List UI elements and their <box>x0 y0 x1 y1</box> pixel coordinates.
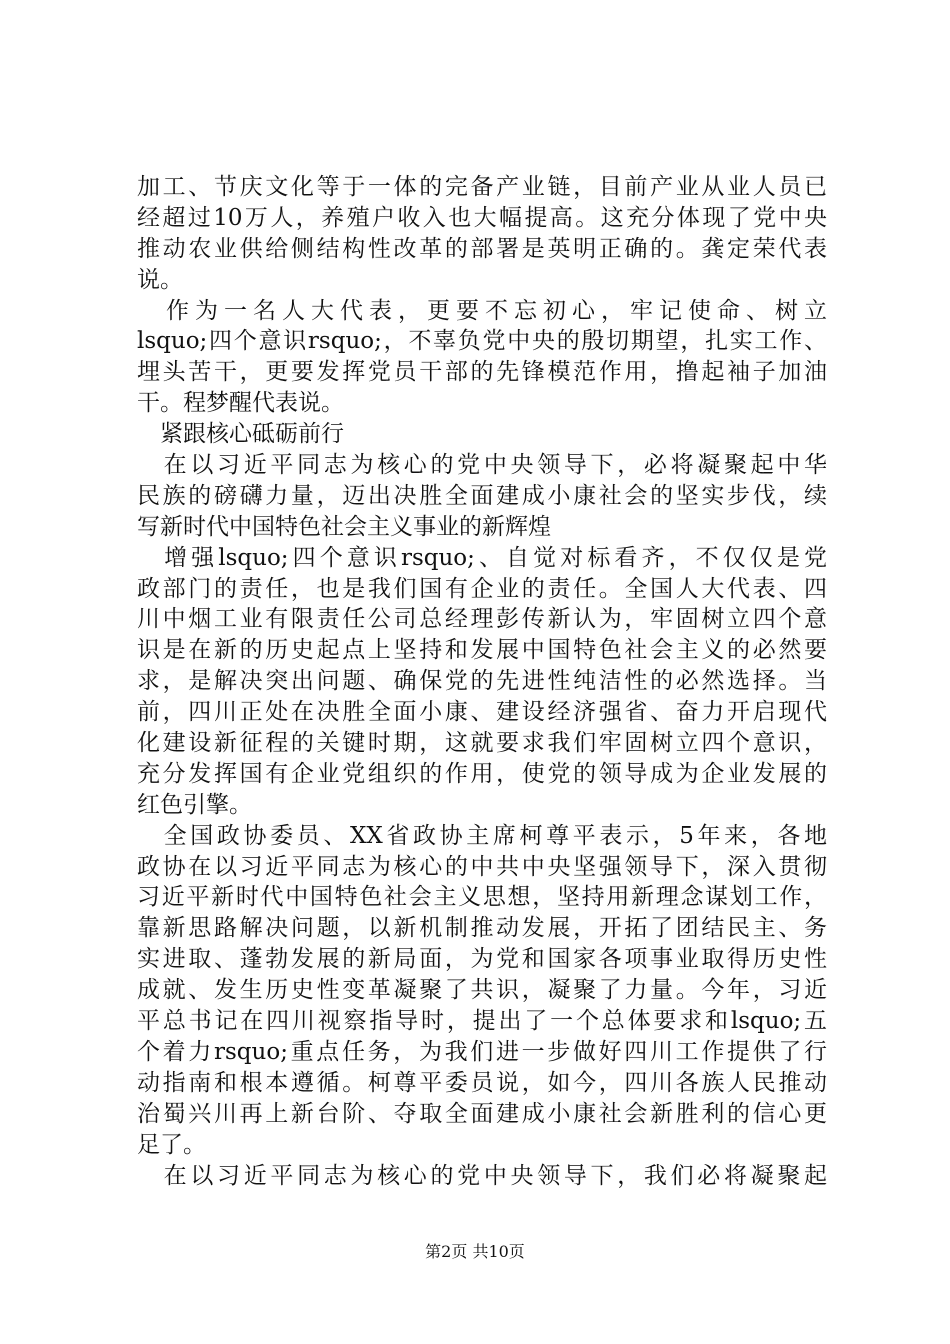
text-line: 在以习近平同志为核心的党中央领导下，我们必将凝聚起 <box>137 1162 827 1189</box>
text-line: 作为一名人大代表，更要不忘初心，牢记使命、树立 <box>137 297 827 324</box>
text-line: 写新时代中国特色社会主义事业的新辉煌 <box>137 513 551 540</box>
text-line: 化建设新征程的关键时期，这就要求我们牢固树立四个意识， <box>137 730 827 757</box>
page-number-footer: 第2页 共10页 <box>425 1242 525 1261</box>
text-line: 治蜀兴川再上新台阶、夺取全面建成小康社会新胜利的信心更 <box>137 1100 827 1127</box>
text-line: 政部门的责任，也是我们国有企业的责任。全国人大代表、四 <box>137 575 827 602</box>
text-line: 成就、发生历史性变革凝聚了共识，凝聚了力量。今年，习近 <box>137 977 827 1004</box>
text-line: 动指南和根本遵循。柯尊平委员说，如今，四川各族人民推动 <box>137 1069 827 1096</box>
text-line: 求，是解决突出问题、确保党的先进性纯洁性的必然选择。当 <box>137 668 827 695</box>
text-line: 增强lsquo;四个意识rsquo;、自觉对标看齐，不仅仅是党 <box>137 544 827 571</box>
article-body <box>137 172 827 1191</box>
text-line: 民族的磅礴力量，迈出决胜全面建成小康社会的坚实步伐，续 <box>137 482 827 509</box>
text-line: 川中烟工业有限责任公司总经理彭传新认为，牢固树立四个意 <box>137 606 827 633</box>
text-line: 平总书记在四川视察指导时，提出了一个总体要求和lsquo;五 <box>137 1008 827 1035</box>
text-line: 红色引擎。 <box>137 791 252 818</box>
text-line: 足了。 <box>137 1131 206 1158</box>
text-line: 充分发挥国有企业党组织的作用，使党的领导成为企业发展的 <box>137 760 827 787</box>
text-line: 靠新思路解决问题，以新机制推动发展，开拓了团结民主、务 <box>137 915 827 942</box>
text-line: 实进取、蓬勃发展的新局面，为党和国家各项事业取得历史性 <box>137 946 827 973</box>
text-line: 个着力rsquo;重点任务，为我们进一步做好四川工作提供了行 <box>137 1038 827 1065</box>
text-line: 习近平新时代中国特色社会主义思想，坚持用新理念谋划工作， <box>137 884 827 911</box>
text-line: 前，四川正处在决胜全面小康、建设经济强省、奋力开启现代 <box>137 699 827 726</box>
text-line: 政协在以习近平同志为核心的中共中央坚强领导下，深入贯彻 <box>137 853 827 880</box>
text-line: 说。 <box>137 266 183 293</box>
text-line: 干。程梦醒代表说。 <box>137 390 344 417</box>
text-line: 经超过10万人，养殖户收入也大幅提高。这充分体现了党中央 <box>137 204 827 231</box>
text-line: 加工、节庆文化等于一体的完备产业链，目前产业从业人员已 <box>137 174 827 200</box>
text-line: 埋头苦干，更要发挥党员干部的先锋模范作用，撸起袖子加油 <box>137 359 827 386</box>
text-line: 紧跟核心砥砺前行 <box>137 421 344 448</box>
text-line: 在以习近平同志为核心的党中央领导下，必将凝聚起中华 <box>137 452 827 479</box>
text-line: lsquo;四个意识rsquo;，不辜负党中央的殷切期望，扎实工作、 <box>137 328 827 355</box>
text-line: 推动农业供给侧结构性改革的部署是英明正确的。龚定荣代表 <box>137 235 827 262</box>
text-line: 全国政协委员、XX省政协主席柯尊平表示，5年来，各地 <box>137 822 827 849</box>
text-line: 识是在新的历史起点上坚持和发展中国特色社会主义的必然要 <box>137 637 827 664</box>
